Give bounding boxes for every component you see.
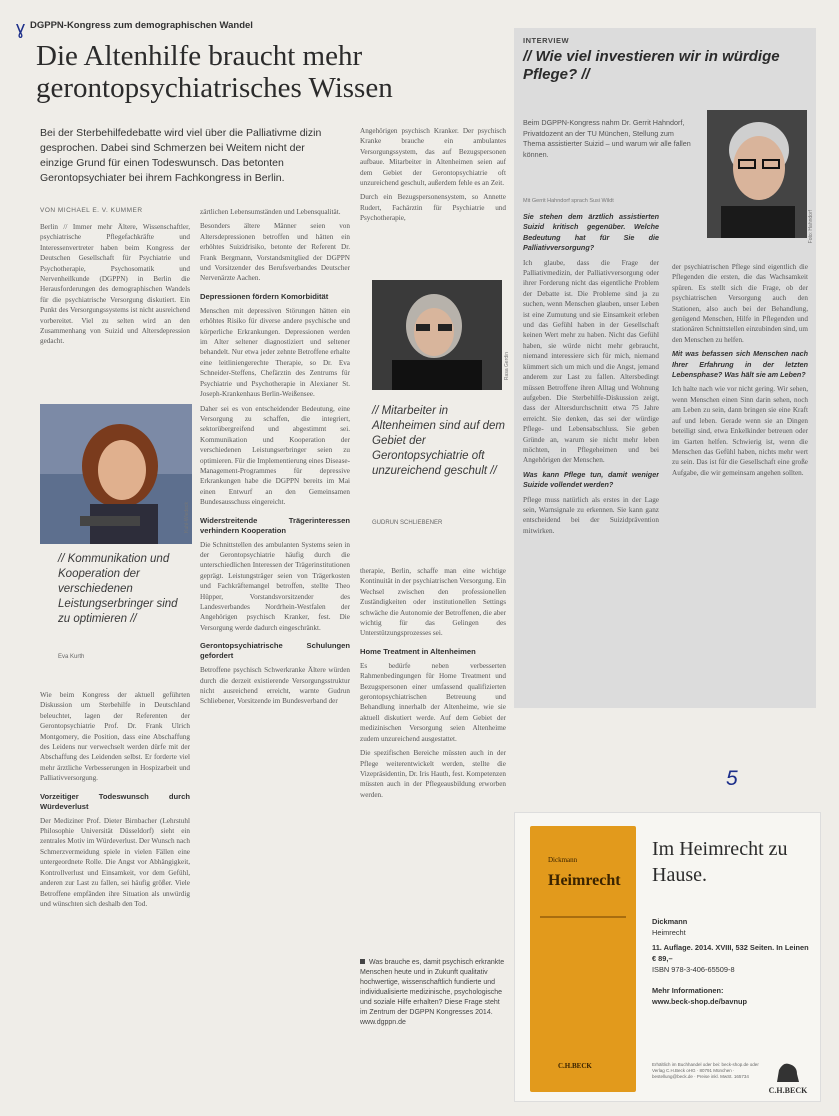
article-kicker: DGPPN-Kongress zum demographischen Wandel xyxy=(30,20,253,31)
ad-more-info: Mehr Informationen: xyxy=(652,986,724,995)
subheading: Widerstreitende Trägerinteressen verhindern Kooperation xyxy=(200,515,350,535)
handwritten-page-number: 5 xyxy=(726,767,738,790)
paragraph: zärtlichen Lebensumständen und Lebensqualität. xyxy=(200,208,341,216)
paragraph: Menschen mit depressiven Störungen hätten ein erhöhtes Risiko für diverse andere psychische und körperliche Erkrankungen. Depressionen werden im Alter seltener diagnostiziert und seltener behandelt. Nur etwa jeder zehnte Betroffene erhalte eine leitliniengerechte Therapie, so Dr. Eva Schneider-Steffens, Chefärztin des Zentrums für Psychiatrie und Psychotherapie in Alexianer St. Joseph-Krankenhaus Berlin-Weißensee. xyxy=(200,306,350,399)
publisher-logo xyxy=(766,1060,810,1095)
bullet-square-icon xyxy=(360,959,365,964)
article-lead: Bei der Sterbehilfedebatte wird viel über die Palliativme dizin gesprochen. Dabei sind Schmerzen bei Weitem nicht der einzige Grund für einen Todeswunsch. Das betonten Gerontopsychiater bei ihrem Fachkongress in Berlin. xyxy=(40,127,322,184)
lion-crest-icon xyxy=(773,1060,803,1084)
interview-question: Was kann Pflege tun, damit weniger Suizide vollendet werden? xyxy=(523,469,659,490)
interview-credit: Mit Gerrit Hahndorf sprach Susi Wildt xyxy=(523,198,614,204)
quote-author: GUDRUN SCHLIEBENER xyxy=(372,520,443,526)
interview-title: // Wie viel investieren wir in würdige Pflege? // xyxy=(523,48,780,83)
interview-answer: Ich halte nach wie vor nicht gering. Wir sehen, wenn Menschen einen Sinn darin sehen, noch am Leben zu sein, dann bringen sie eine Kraft auf und leben. Gerade wenn sie an Dingen beteiligt sind, etwa Enkelkinder betreuen oder im Garten helfen. Schwierig ist, wenn die Menschen das Gefühl haben, nichts mehr wert zu sein. Das ist für die Gesellschaft eine große Aufgabe, die wir gemeinsam angehen sollten. xyxy=(672,385,808,477)
ad-author: Dickmann xyxy=(652,917,688,926)
ad-url-link[interactable]: www.beck-shop.de/bavnup xyxy=(652,997,747,1006)
subheading: Depressionen fördern Komorbidität xyxy=(200,291,329,301)
paragraph: Durch ein Bezugspersonensystem, so Annette Rudert, Fachärztin für Psychiatrie und Psychotherapie, xyxy=(360,193,506,223)
interview-question: Mit was befassen sich Menschen nach Ihrer Erfahrung in der letzten Lebensphase? Was hält sie am Leben? xyxy=(672,349,808,380)
paragraph: Der Mediziner Prof. Dieter Birnbacher (Lehrstuhl Philosophie Universität Düsseldorf) sieht ein zentrales Motiv im Würdeverlust. Der Wunsch nach Schmerzvermeidung spiele in vielen Fällen eine untergeordnete Rolle. Die Angst vor Abhängigkeit, Kontrollverlust und Einsamkeit, vor dem Gefühl, anderen zur Last zu fallen, sei häufig größer. Viele Betroffene empfänden ihre Situation als unwürdig und wünschten sich deshalb den Tod. xyxy=(40,816,190,908)
article-column-2 xyxy=(200,207,350,1107)
interviewee-photo-image xyxy=(707,110,807,238)
subheading: Vorzeitiger Todeswunsch durch Würdeverlust xyxy=(40,791,190,811)
interview-intro: Beim DGPPN-Kongress nahm Dr. Gerrit Hahndorf, Privatdozent an der TU München, Stellung zum Thema assistierter Suizid – und warum wir alle fallen können. xyxy=(523,118,691,159)
paragraph: Es bedürfe neben verbesserten Rahmenbedingungen für Home Treatment und Bezugspersonen einer umfassend qualifizierten gerontopsychiatrischen Betreuung und Behandlung innerhalb der Altenheime, wie sie aktuell diskutiert werde. Auf dem Gebiet der medizinischen Versorgung seien Altenheime zudem unzureichend ausgestattet. xyxy=(360,661,506,743)
pull-quote: // Kommunikation und Kooperation der verschiedenen Leistungserbringer sind zu optimieren // xyxy=(58,553,178,625)
book-author: Dickmann xyxy=(548,856,578,864)
handwritten-mark: ɣ xyxy=(16,18,26,38)
paragraph: Die spezifischen Bereiche müssten auch in der Pflege weiterentwickelt werden, stellte die Vizepräsidentin, Dr. Iris Hauth, fest. Kompetenzen müssten auch in der Pflegeausbildung erworben werden. xyxy=(360,749,506,799)
article-column-3-top xyxy=(360,126,506,266)
interview-answer: Ich glaube, dass die Frage der Palliativmedizin, der Palliativversorgung oder ihrer Forderung nicht das eigentliche Problem der Debatte ist. Die Probleme sind ja zu suchen, wenn Menschen glauben, unser Leben ist eine Zumutung und sie Einsamkeit erleben und das Gefühl haben in der Gesellschaft keinen Wert mehr zu haben. Nicht das Gefühl haben, sie würde nicht mehr gebraucht, niemand interessiere sich für mich, niemand kümmert sich um mich und die Angst, jemand anderem zur Last zu fallen. Altersbedingt müssen Betroffene ihren Alltag und Wohnung aufgeben. Die Sterbehilfe-Diskussion zeigt, dass der Altersdurchschnitt etwa 75 Jahre erreicht. Sie denken, das sei der würdige Pflege- und Lebensabschluss. Sie geben Gründe an, warum sie nicht mehr leben möchten, in Pflegeheimen und bei Angehörigen der Menschen. xyxy=(523,258,659,465)
ad-fine-print: Erhältlich im Buchhandel oder bei: beck-shop.de oder Verlag C.H.Beck oHG · 80791 München · bestellung@beck.de · Preise inkl. MwSt. 165734 xyxy=(652,1062,759,1079)
info-box-text: Was brauche es, damit psychisch erkrankte Menschen heute und in Zukunft qualitativ hochwertige, wissenschaftlich fundierte und individualisierte medizinische, psychologische und soziale Hilfe erhalten? Diese Frage steht im Zentrum der DGPPN Kongresses 2014. www.dgppn.de xyxy=(360,959,505,1026)
article-headline: Die Altenhilfe braucht mehr gerontopsychiatrisches Wissen xyxy=(36,40,393,104)
ad-title: Heimrecht xyxy=(652,928,686,937)
paragraph: Wie beim Kongress der aktuell geführten Diskussion um Sterbehilfe in Deutschland beleuchtet, lagen der Referenten der Gerontopsychiatrie Prof. Dr. Frank Ulrich Montgomery, die Position, dass eine Abschaffung des Leidens nur verwechselt werden dürfe mit der Abschaffung des Leidenden selbst. Er forderte viel mehr ärztliche Verbesserungen in Hospizarbeit und Palliativversorgung. xyxy=(40,691,190,783)
interview-label: INTERVIEW xyxy=(523,36,570,45)
book-publisher: C.H.BECK xyxy=(558,1062,592,1070)
article-byline: VON MICHAEL E. V. KUMMER xyxy=(40,207,143,214)
pull-quote: // Mitarbeiter in Altenheimen sind auf dem Gebiet der Gerontopsychiatrie oft unzureichend geschult // xyxy=(372,405,505,477)
interview-column-1 xyxy=(523,212,659,702)
interviewee-photo xyxy=(707,110,807,238)
article-column-1-top xyxy=(40,222,190,398)
paragraph: Daher sei es von entscheidender Bedeutung, eine Versorgung zu schaffen, die integriert, sektorübergreifend und abgestimmt sei. Kommunikation und Kooperation der verschiedenen Leistungserbringer seien zu optimieren. Für die Implementierung eines Disease-Management-Programmes für depressive Erkrankungen habe die DGPPN bereits im Mai einen Entwurf an den Gemeinsamen Bundesausschuss eingereicht. xyxy=(200,404,350,507)
interview-question: Sie stehen dem ärztlich assistierten Suizid kritisch gegenüber. Welche Bedeutung hat für Sie die Palliativversorgung? xyxy=(523,212,659,253)
paragraph: Besonders ältere Männer seien von Altersdepressionen betroffen und hätten ein erhöhtes Suizidrisiko, betonte der Referent Dr. Frank Bergmann, Vorstandsmitglied der DGPPN und Vorsitzender des Berufsverbandes Deutscher Nervenärzte Aachen. xyxy=(200,222,350,283)
paragraph: Die Schnittstellen des ambulanten Systems seien in der Gerontopsychiatrie häufig durch die unterschiedlichen Interessen der Trägerinstitutionen geprägt. Leistungsträger seien von Trägerkosten und Fachkräftemangel betroffen, stellte Theo Hüpper, Vorstandsvorsitzender des Landesverbandes Nordrhein-Westfalen der Angehörigen psychisch Kranker, fest. Die Versorgung werde dadurch eingeschränkt. xyxy=(200,540,350,632)
book-cover-text xyxy=(530,826,636,1092)
paragraph: therapie, Berlin, schaffe man eine wichtige Kontinuität in der psychiatrischen Versorgung. Ein Wechsel zwischen den professionellen Zuständigkeiten oder institutionellen Settings schwäche die Autonomie der Betroffenen, die aber wichtig für das Gelingen des Unterstützungsprozesses sei. xyxy=(360,567,506,638)
book-title: Heimrecht xyxy=(548,872,621,889)
speaker-photo-image xyxy=(372,280,502,390)
subheading: Home Treatment in Altenheimen xyxy=(360,646,476,656)
ad-info xyxy=(652,916,812,1007)
article-column-3-bottom xyxy=(360,566,506,946)
speaker-photo-image xyxy=(40,404,192,544)
subheading: Gerontopsychiatrische Schulungen gefordert xyxy=(200,641,350,661)
photo-credit: Kuhl-Wiedeck xyxy=(184,502,190,533)
photo-credit: Rasa Gerdin xyxy=(504,352,510,381)
ad-isbn: ISBN 978-3-406-65509-8 xyxy=(652,965,735,974)
paragraph: Angehörigen psychisch Kranker. Der psychisch Kranke brauche ein ambulantes Versorgungssystem, das auf Bezugspersonen aufbaue. Mitarbeiter in Altenheimen seien auf dem Gebiet der Gerontopsychiatrie oft unzureichend geschult, außerdem fehle es an Zeit. xyxy=(360,127,506,188)
photo-credit: Foto: Hahndorf xyxy=(808,210,814,244)
interview-answer: Pflege muss natürlich als erstes in der Lage sein, Warnsignale zu erkennen. Sie kann ganz entscheidend bei der Suizidprävention mitwirken. xyxy=(523,495,659,535)
speaker-photo xyxy=(40,404,192,544)
speaker-photo xyxy=(372,280,502,390)
info-box xyxy=(360,958,506,1028)
paragraph: Berlin // Immer mehr Ältere, Wissenschaftler, psychiatrische Pflegefachkräfte und Interessenvertreter haben beim Kongress der Deutschen Gesellschaft für Psychiatrie und Psychotherapie, Psychosomatik und Nervenheilkunde (DGPPN) in Berlin die Herausforderungen des demographischen Wandels für die psychiatrische Versorgung diskutiert. Ein Punkt des Versorgungssystems ist nicht ausreichend vorbereitet. Viel zu selten wird an den Zusammenhang von Suizid und Altersdepression gedacht. xyxy=(40,223,190,346)
article-column-1-bottom xyxy=(40,690,190,1105)
ad-headline: Im Heimrecht zu Hause. xyxy=(652,838,788,886)
publisher-name: C.H.BECK xyxy=(768,1086,808,1095)
book-divider xyxy=(540,916,626,918)
ad-edition: 11. Auflage. 2014. XVIII, 532 Seiten. In Leinen € 89,– xyxy=(652,943,809,963)
interview-column-2 xyxy=(672,262,808,702)
quote-author: Eva Kurth xyxy=(58,654,85,660)
paragraph: Betroffene psychisch Schwerkranke Ältere würden durch die derzeit existierende Versorgungsstruktur nicht ausreichend erreicht, warnte Gudrun Schliebener, Vorsitzende im Bundesverband der xyxy=(200,666,350,706)
interview-answer: der psychiatrischen Pflege sind eigentlich die Pflegenden die ersten, die das Wachsamkeit spüren. Es stellt sich die Frage, ob der psychiatrischen Versorgung auch den Stationen, also auch bei der Behandlung, genügend Menschen, Hilfe in Pflegenden und stationären Schnittstellen einzubinden sind, um den Menschen zu helfen. xyxy=(672,263,808,344)
